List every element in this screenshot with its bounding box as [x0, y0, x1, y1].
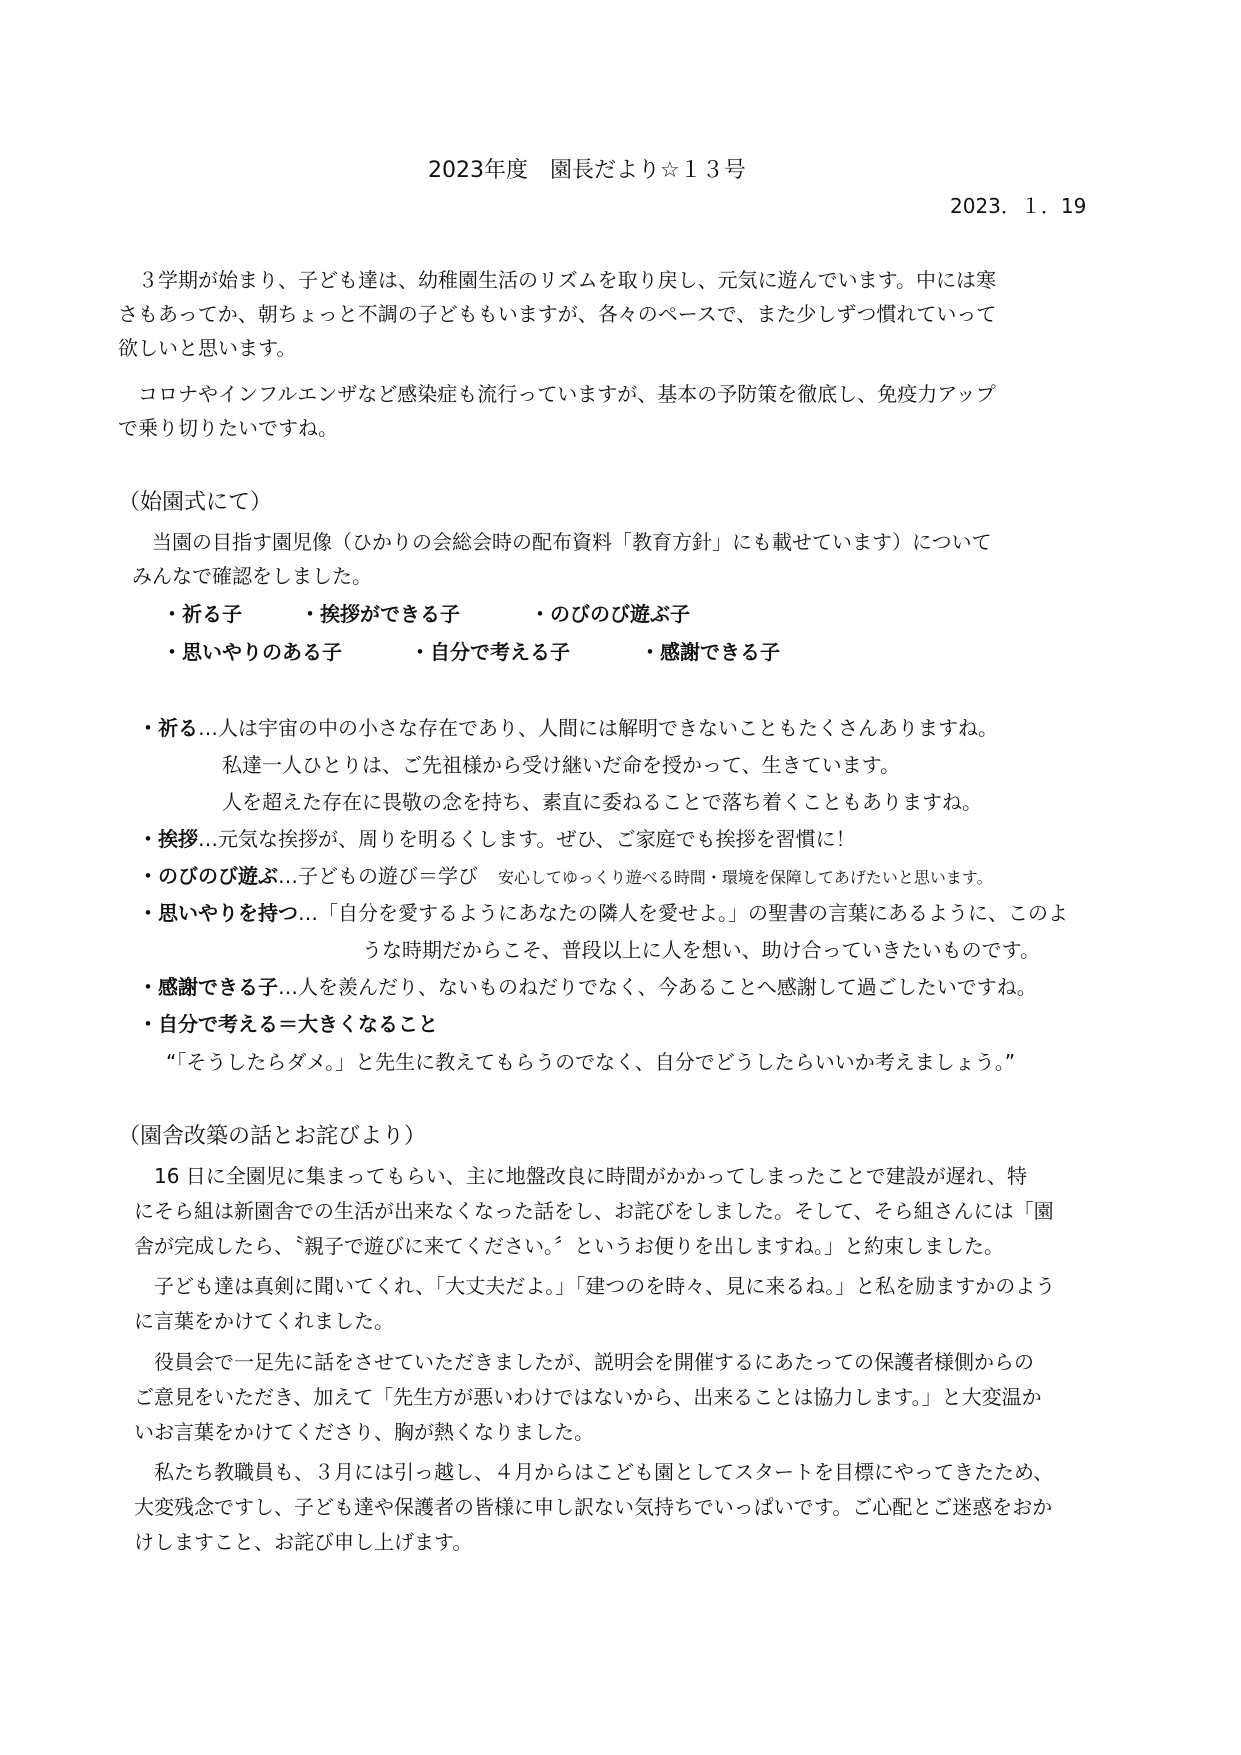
item-asobu: ・のびのび遊ぶ…子どもの遊び＝学び 安心してゆっくり遊べる時間・環境を保障してあげたいと思います。 [138, 864, 993, 888]
goal-item: ・祈る子 [162, 602, 242, 626]
section-line: 16 日に全園児に集まってもらい、主に地盤改良に時間がかかってしまったことで建設が遅れ、特 [134, 1164, 1028, 1188]
item-line: “「そうしたらダメ。」と先生に教えてもらうのでなく、自分でどうしたらいいか考えましょう。” [166, 1050, 1016, 1074]
item-line: 人を超えた存在に畏敬の念を持ち、素直に委ねることで落ち着くこともありますね。 [222, 790, 982, 814]
item-omoi: ・思いやりを持つ…「自分を愛するようにあなたの隣人を愛せよ。」の聖書の言葉にあるように、このよ [138, 901, 1068, 925]
document-date: 2023．１．19 [950, 194, 1087, 218]
intro-line: コロナやインフルエンザなど感染症も流行っていますが、基本の予防策を徹底し、免疫力アップ [118, 382, 996, 406]
item-kansha: ・感謝できる子…人を羨んだり、ないものねだりでなく、今あることへ感謝して過ごしたいですね。 [138, 975, 1037, 999]
section-heading: （始園式にて） [118, 490, 273, 515]
intro-line: さもあってか、朝ちょっと不調の子どももいますが、各々のペースで、また少しずつ慣れていって [118, 302, 997, 326]
section-line: 子ども達は真剣に聞いてくれ、「大丈夫だよ。」「建つのを時々、見に来るね。」と私を励ますかのよう [134, 1274, 1056, 1298]
goal-item: ・思いやりのある子 [162, 640, 342, 664]
section-line: 私たち教職員も、３月には引っ越し、４月からはこども園としてスタートを目標にやってきたため、 [134, 1460, 1054, 1484]
section-line: ご意見をいただき、加えて「先生方が悪いわけではないから、出来ることは協力します。」と大変温か [134, 1385, 1042, 1409]
item-inoru: ・祈る…人は宇宙の中の小さな存在であり、人間には解明できないこともたくさんありますね。 [138, 716, 998, 740]
section-line: いお言葉をかけてくださり、胸が熱くなりました。 [134, 1420, 594, 1444]
section-line: 当園の目指す園児像（ひかりの会総会時の配布資料「教育方針」にも載せています）について [132, 530, 992, 554]
section-line: 舎が完成したら、〝親子で遊びに来てください。〞というお便りを出しますね。」と約束しました。 [134, 1234, 1004, 1258]
goal-item: ・挨拶ができる子 [300, 602, 460, 626]
intro-line: で乗り切りたいですね。 [118, 416, 338, 440]
section-line: 役員会で一足先に話をさせていただきましたが、説明会を開催するにあたっての保護者様側からの [134, 1350, 1034, 1374]
document-title: 2023年度 園長だより☆１３号 [428, 158, 746, 183]
section-line: にそら組は新園舎での生活が出来なくなった話をし、お詫びをしました。そして、そら組さんには「園 [134, 1199, 1054, 1223]
section-line: みんなで確認をしました。 [132, 564, 372, 588]
section-line: けしますこと、お詫び申し上げます。 [134, 1530, 473, 1554]
item-kangaeru: ・自分で考える＝大きくなること [138, 1012, 438, 1036]
item-line: うな時期だからこそ、普段以上に人を想い、助け合っていきたいものです。 [362, 938, 1040, 962]
goal-item: ・自分で考える子 [410, 640, 570, 664]
goal-item: ・感謝できる子 [640, 640, 780, 664]
item-aisatsu: ・挨拶…元気な挨拶が、周りを明るくします。ぜひ、ご家庭でも挨拶を習慣に！ [138, 827, 856, 851]
section-line: 大変残念ですし、子ども達や保護者の皆様に申し訳ない気持ちでいっぱいです。ご心配とご迷惑をおか [134, 1495, 1053, 1519]
goal-item: ・のびのび遊ぶ子 [530, 602, 690, 626]
intro-line: 欲しいと思います。 [118, 336, 297, 360]
section-heading: （園舎改築の話とお詫びより） [118, 1124, 427, 1149]
item-line: 私達一人ひとりは、ご先祖様から受け継いだ命を授かって、生きています。 [222, 753, 900, 777]
intro-line: ３学期が始まり、子ども達は、幼稚園生活のリズムを取り戻し、元気に遊んでいます。中には寒 [118, 268, 996, 292]
section-line: に言葉をかけてくれました。 [134, 1309, 394, 1333]
